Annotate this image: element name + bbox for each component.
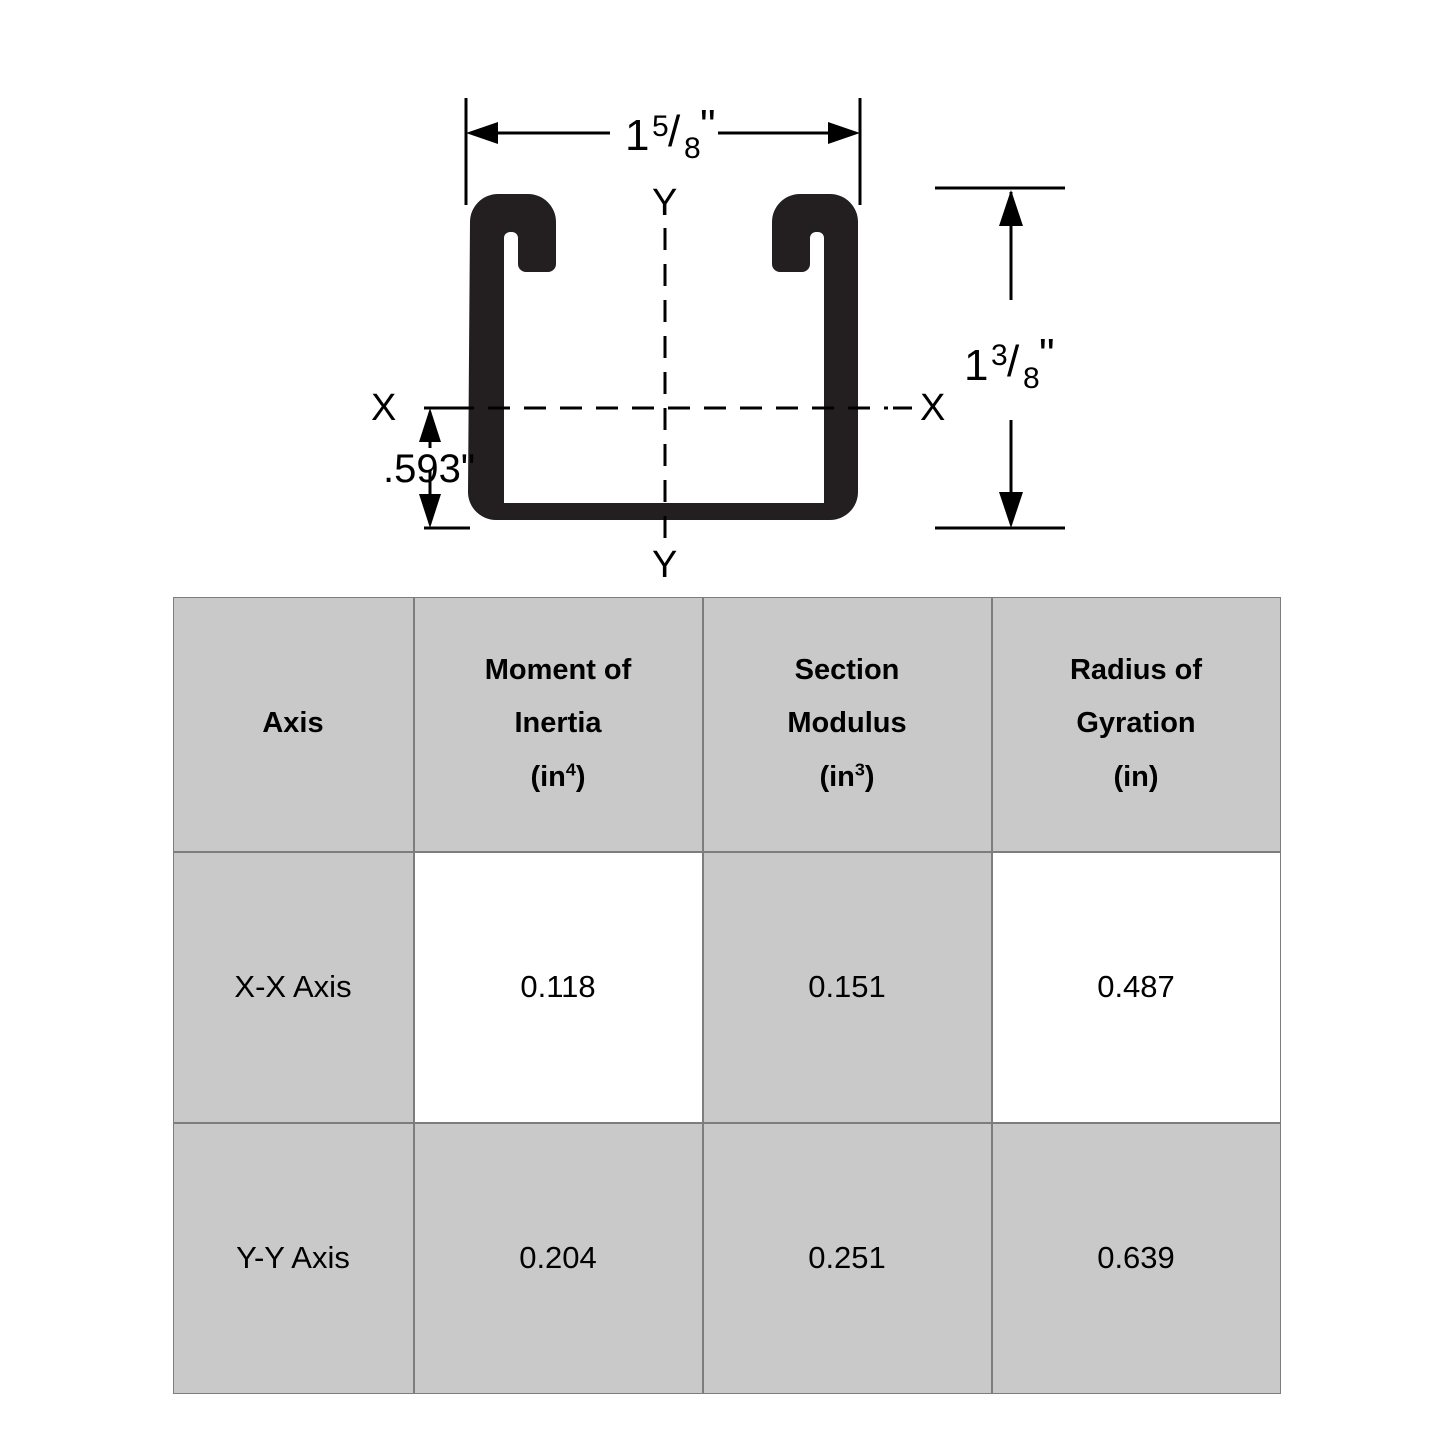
header-sm-unit-exp: 3	[854, 759, 865, 780]
header-rog-unit-close: )	[1148, 760, 1159, 793]
height-arrow-down-icon	[999, 492, 1023, 528]
width-dimension-label	[625, 101, 716, 165]
width-denominator: 8	[684, 132, 701, 165]
height-numerator: 3	[991, 339, 1008, 372]
x-axis-label-right: X	[920, 387, 946, 429]
header-radius-of-gyration	[992, 597, 1281, 852]
header-sm-units	[703, 751, 991, 805]
width-whole: 1	[625, 111, 650, 160]
channel-section-drawing	[0, 0, 1445, 590]
header-sm-line2: Modulus	[787, 707, 907, 740]
width-frac-slash: /	[668, 107, 681, 156]
y-axis-label-bottom: Y	[652, 544, 678, 586]
header-moi-unit-open: (in	[530, 760, 566, 793]
section-properties-table	[172, 596, 1281, 1394]
row-x-radius-of-gyration: 0.487	[992, 852, 1281, 1123]
lip-arrow-down-icon	[419, 494, 441, 528]
strut-profile-outline	[468, 194, 858, 520]
header-rog-line1: Radius of	[1069, 653, 1203, 686]
header-moi-line1: Moment of	[484, 653, 632, 686]
width-unit: "	[700, 101, 716, 150]
x-axis-label-left: X	[371, 387, 397, 429]
header-sm-unit-open: (in	[819, 760, 855, 793]
table-body	[173, 852, 1281, 1394]
header-rog-line2: Gyration	[1076, 707, 1196, 740]
header-moi-units	[414, 751, 702, 805]
table-row	[173, 852, 1281, 1123]
row-x-section-modulus: 0.151	[703, 852, 992, 1123]
table-row	[173, 1123, 1281, 1394]
header-rog-unit-open: (in	[1113, 760, 1149, 793]
height-frac-slash: /	[1007, 337, 1020, 386]
width-arrow-left-icon	[466, 122, 498, 144]
height-dimension-label	[964, 330, 1055, 395]
lip-arrow-up-icon	[419, 408, 441, 442]
width-arrow-right-icon	[828, 122, 860, 144]
header-sm-unit-close: )	[864, 760, 875, 793]
row-y-radius-of-gyration: 0.639	[992, 1123, 1281, 1394]
y-axis-label-top: Y	[652, 182, 678, 224]
height-whole: 1	[964, 341, 989, 390]
height-arrow-up-icon	[999, 190, 1023, 226]
header-moi-unit-close: )	[575, 760, 586, 793]
width-numerator: 5	[652, 110, 669, 143]
header-moment-of-inertia	[414, 597, 703, 852]
row-x-axis-label: X-X Axis	[173, 852, 414, 1123]
table-header-row	[173, 597, 1281, 852]
header-section-modulus	[703, 597, 992, 852]
header-axis	[173, 597, 414, 852]
row-y-axis-label: Y-Y Axis	[173, 1123, 414, 1394]
height-unit: "	[1039, 330, 1055, 379]
header-axis-label: Axis	[262, 707, 324, 740]
header-sm-line1: Section	[794, 653, 900, 686]
table-header	[173, 597, 1281, 852]
row-y-section-modulus: 0.251	[703, 1123, 992, 1394]
row-x-moment-of-inertia: 0.118	[414, 852, 703, 1123]
header-moi-unit-exp: 4	[565, 759, 576, 780]
header-rog-units	[992, 751, 1280, 805]
lip-height-label: .593"	[383, 447, 476, 491]
header-moi-line2: Inertia	[514, 707, 602, 740]
height-denominator: 8	[1023, 362, 1040, 395]
row-y-moment-of-inertia: 0.204	[414, 1123, 703, 1394]
